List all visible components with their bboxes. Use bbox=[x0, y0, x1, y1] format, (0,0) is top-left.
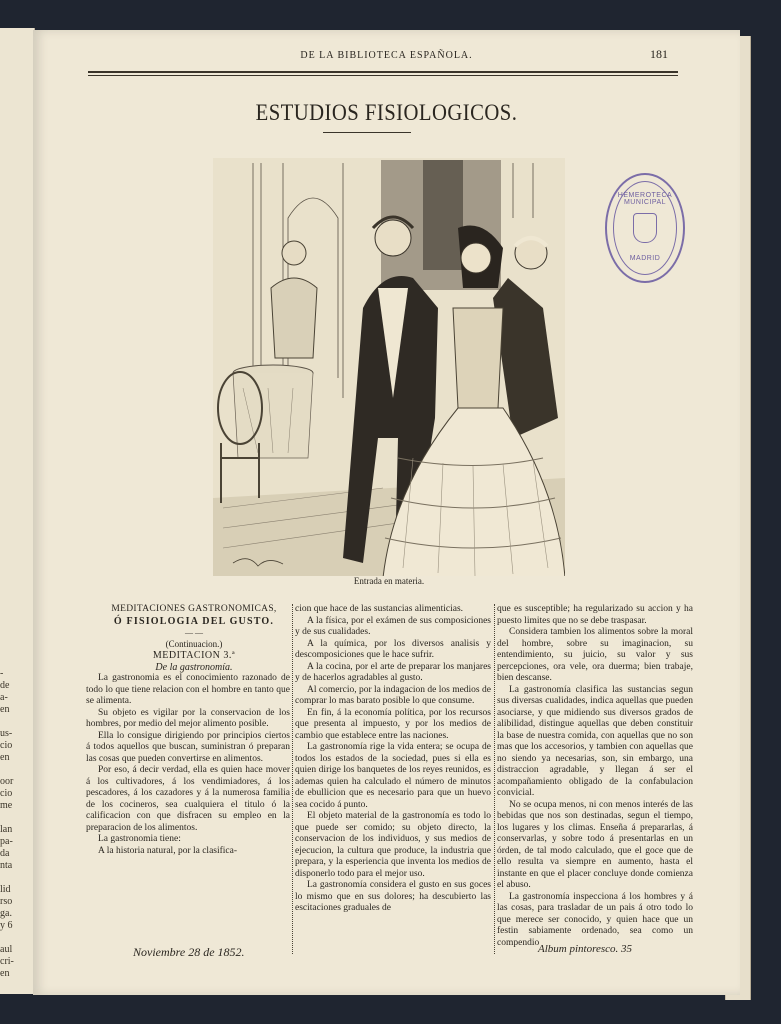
paragraph: Su objeto es vigilar por la conservacion de los hombres, por medio del mejor alimento posible. bbox=[86, 707, 290, 729]
left-page-fragment: en bbox=[0, 752, 10, 763]
newspaper-page bbox=[33, 30, 740, 995]
left-page-fragment: de bbox=[0, 680, 10, 691]
illustration-caption: Entrada en materia. bbox=[353, 576, 425, 586]
paragraph: La gastronomía considera el gusto en sus goces lo mismo que en sus dolores; ha descubierto las escitaciones graduales de bbox=[295, 880, 491, 913]
paragraph: A la física, por el exámen de sus composiciones y de sus cualidades. bbox=[295, 615, 491, 637]
paragraph: La gastronomia es el conocimiento razonado de todo lo que tiene relacion con el hombre en tanto que se alimenta. bbox=[86, 673, 290, 706]
left-page-fragment: pa- bbox=[0, 836, 13, 847]
paragraph: cion que hace de las sustancias alimenticias. bbox=[295, 604, 464, 614]
column-divider bbox=[292, 604, 293, 954]
article-title: ESTUDIOS FISIOLOGICOS. bbox=[255, 100, 518, 125]
column-1 bbox=[86, 604, 290, 857]
left-page-fragment: y 6 bbox=[0, 920, 13, 931]
paragraph: La gastronomia tiene: bbox=[98, 834, 181, 844]
section-title: MEDITACIONES GASTRONOMICAS, bbox=[111, 604, 277, 614]
column-2 bbox=[295, 604, 491, 915]
paragraph: No se ocupa menos, ni con menos interés de las bebidas que nos son destinadas, segun el tiempo, los lugares y los climas. Enseña á prepararlas, á conservarlas, y sobre todo á presentarlas en un órden, de tal modo calculado, que el goce que de ello resulta va siempre en aumento, hasta el instante en que el placer concluye donde comienza el abuso. bbox=[497, 799, 693, 890]
paragraph: La gastronomía rige la vida entera; se ocupa de todos los estados de la sociedad, pues si ella es quien dirige los banquetes de los reyes reunidos, es ademas quien ha calculado el número de minutos de ebullicion que es necesario para que un huevo sea cocido á punto. bbox=[295, 742, 491, 810]
paragraph: La gastronomía clasifica las sustancias segun sus diversas cualidades, indica aquellas que pueden asociarse, y que midiendo sus diversos grados de alibilidad, distingue aquellas que deben constituir la base de nuestra comida, con aquellas que no son mas que los accesorios, y tambien con aquellas que no siendo ya necesarias, son, sin embargo, una distraccion agradable, y llegan á ser el acompañamiento obligado de la confabulacion convicial. bbox=[497, 684, 693, 798]
stamp-bottom-text: MADRID bbox=[629, 255, 661, 262]
section-subtitle: Ó FISIOLOGIA DEL GUSTO. bbox=[113, 615, 275, 627]
left-page-fragment: a- bbox=[0, 692, 8, 703]
meditation-heading: MEDITACION 3.ª bbox=[152, 650, 236, 661]
left-page-fragment: da bbox=[0, 848, 10, 859]
column-3 bbox=[497, 604, 693, 949]
paragraph: Ella lo consigue dirigiendo por principios ciertos á todos aquellos que buscan, suministran ó preparan las cosas que pueden convertirse en alimentos. bbox=[86, 730, 290, 764]
paragraph: Al comercio, por la indagacion de los medios de comprar lo mas barato posible lo que consume. bbox=[295, 684, 491, 706]
left-page-edge bbox=[0, 28, 35, 994]
meditation-title: De la gastronomía. bbox=[155, 661, 233, 673]
ornament-dash: — — bbox=[185, 628, 203, 637]
paragraph: En fin, á la economía política, por los recursos que presenta al impuesto, y por los medios de cambio que establece entre las naciones. bbox=[295, 707, 491, 741]
paragraph: que es susceptible; ha regularizado su accion y ha puesto limites que no se debe traspasar. bbox=[497, 604, 693, 626]
page-number: 181 bbox=[650, 47, 668, 61]
left-page-fragment: us- bbox=[0, 728, 13, 739]
left-page-fragment: lid bbox=[0, 884, 11, 895]
header-rule-thin bbox=[88, 75, 678, 76]
paragraph: El objeto material de la gastronomía es todo lo que puede ser comido; su objeto directo, la conservacion de los individuos, y sus medios de ejecucion, la cultura que produce, la industria que prepara, y la esperiencia que inventa los medios de disponerlo todo para el mejor uso. bbox=[295, 811, 491, 879]
stamp-top-text: HEMEROTECA MUNICIPAL bbox=[617, 192, 673, 206]
left-page-fragment: lan bbox=[0, 824, 13, 835]
paragraph: A la historia natural, por la clasifica- bbox=[98, 845, 238, 856]
footer-date: Noviembre 28 de 1852. bbox=[133, 945, 245, 959]
left-page-fragment: cri- bbox=[0, 956, 14, 967]
paragraph: Considera tambien los alimentos sobre la moral del hombre, sobre su imaginacion, su entendimiento, su juicio, su valor y sus percepciones, ora vele, ora duerma; bien trabaje, bien descanse. bbox=[497, 627, 693, 683]
crest-icon bbox=[633, 213, 657, 243]
paragraph: A la química, por los diversos analisis y descomposiciones que le hace sufrir. bbox=[295, 638, 491, 660]
left-page-fragment: cio bbox=[0, 740, 13, 751]
title-underline bbox=[323, 132, 411, 133]
paragraph: Por eso, á decir verdad, ella es quien hace mover á los cultivadores, á los vendimiadores, á los pescadores, á los cazadores y á la numerosa familia de los cocineros, sea cualquiera el titulo ó la calificacion con que disfracen su empleo en la preparacion de los alimentos. bbox=[86, 765, 290, 833]
paragraph: La gastronomía inspecciona á los hombres y á las cosas, para trasladar de un pais á otro todo lo que merece ser conocido, y quien hace que un festin sabiamente ordenado, sea como un compendio bbox=[497, 891, 693, 948]
left-page-fragment: oor bbox=[0, 776, 14, 787]
header-rule bbox=[88, 71, 678, 73]
column-divider bbox=[494, 604, 495, 954]
paragraph: A la cocina, por el arte de preparar los manjares y de hacerlos agradables al gusto. bbox=[295, 661, 491, 683]
continuation-note: (Continuacion.) bbox=[165, 638, 223, 649]
left-page-fragment: aul bbox=[0, 944, 13, 955]
column-2-paragraphs bbox=[295, 604, 491, 915]
column-1-paragraphs bbox=[86, 673, 290, 857]
left-page-fragment: nta bbox=[0, 860, 13, 871]
left-page-fragment: en bbox=[0, 968, 10, 979]
left-page-fragment: ga. bbox=[0, 908, 12, 919]
library-stamp bbox=[605, 173, 685, 283]
left-page-fragment: rso bbox=[0, 896, 13, 907]
engraving-illustration bbox=[213, 158, 565, 576]
running-head: DE LA BIBLIOTECA ESPAÑOLA. bbox=[300, 50, 473, 61]
left-page-fragment: cio bbox=[0, 788, 13, 799]
column-3-paragraphs bbox=[497, 604, 693, 949]
engraving-drawing bbox=[213, 158, 565, 576]
left-page-fragment: - bbox=[0, 668, 4, 679]
left-page-fragment: en bbox=[0, 704, 10, 715]
footer-album: Album pintoresco. 35 bbox=[538, 943, 632, 955]
left-page-fragment: me bbox=[0, 800, 13, 811]
